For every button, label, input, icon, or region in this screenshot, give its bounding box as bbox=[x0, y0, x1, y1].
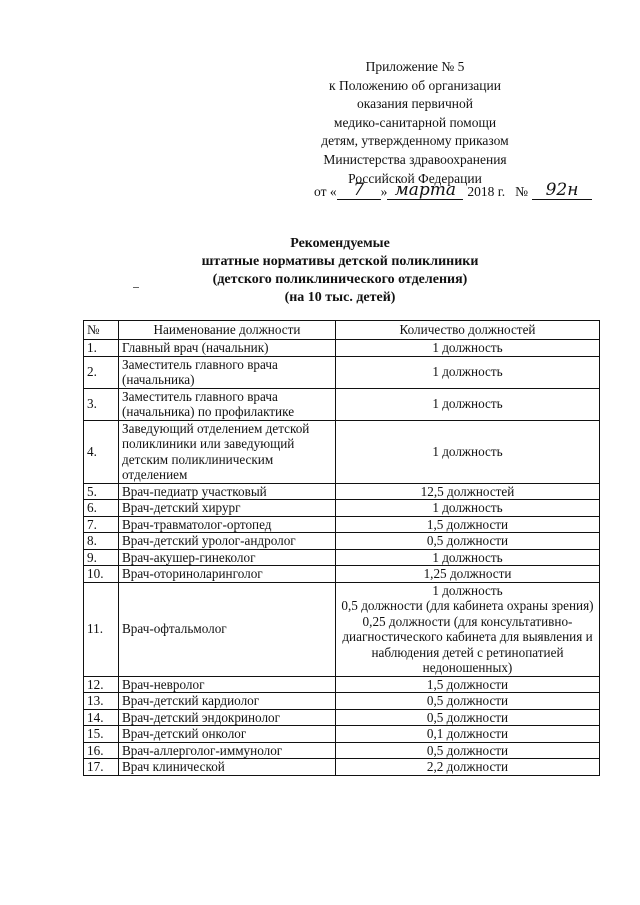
row-quantity: 1 должность bbox=[336, 420, 600, 483]
row-position: Врач-невролог bbox=[119, 676, 336, 693]
row-number: 1. bbox=[84, 340, 119, 357]
row-position: Заместитель главного врача (начальника) по профилактике bbox=[119, 388, 336, 420]
order-prefix: от « bbox=[314, 184, 337, 199]
row-number: 2. bbox=[84, 356, 119, 388]
order-month-handwritten: марта bbox=[387, 182, 463, 200]
row-quantity: 0,1 должности bbox=[336, 726, 600, 743]
row-position: Врач-травматолог-ортопед bbox=[119, 516, 336, 533]
row-position: Врач-детский кардиолог bbox=[119, 693, 336, 710]
header-quantity: Количество должностей bbox=[336, 321, 600, 340]
row-number: 16. bbox=[84, 742, 119, 759]
appendix-header bbox=[300, 58, 530, 188]
table-row bbox=[84, 759, 600, 776]
row-number: 14. bbox=[84, 709, 119, 726]
scan-mark bbox=[133, 287, 139, 288]
row-quantity: 1,5 должности bbox=[336, 516, 600, 533]
appendix-line: Министерства здравоохранения bbox=[323, 151, 507, 167]
row-position: Врач-детский онколог bbox=[119, 726, 336, 743]
header-position: Наименование должности bbox=[119, 321, 336, 340]
row-number: 12. bbox=[84, 676, 119, 693]
row-number: 11. bbox=[84, 582, 119, 676]
title-line: Рекомендуемые bbox=[290, 236, 390, 251]
row-position: Врач-педиатр участковый bbox=[119, 483, 336, 500]
row-quantity: 0,5 должности bbox=[336, 709, 600, 726]
table-row bbox=[84, 356, 600, 388]
table-row bbox=[84, 549, 600, 566]
row-quantity: 1,25 должности bbox=[336, 566, 600, 583]
row-quantity: 0,5 должности bbox=[336, 533, 600, 550]
table-row bbox=[84, 533, 600, 550]
row-position: Врач-оториноларинголог bbox=[119, 566, 336, 583]
row-position: Врач клинической bbox=[119, 759, 336, 776]
row-quantity: 1 должность bbox=[336, 388, 600, 420]
row-position: Врач-аллерголог-иммунолог bbox=[119, 742, 336, 759]
header-number: № bbox=[84, 321, 119, 340]
appendix-line: к Положению об организации bbox=[329, 77, 501, 93]
row-quantity: 1,5 должности bbox=[336, 676, 600, 693]
row-number: 5. bbox=[84, 483, 119, 500]
table-row bbox=[84, 388, 600, 420]
title-line: штатные нормативы детской поликлиники bbox=[201, 254, 479, 269]
table-row bbox=[84, 420, 600, 483]
table-row bbox=[84, 500, 600, 517]
order-day-handwritten: 7 bbox=[337, 182, 381, 200]
row-position: Заместитель главного врача (начальника) bbox=[119, 356, 336, 388]
table-row bbox=[84, 582, 600, 676]
order-year: 2018 г. bbox=[467, 184, 506, 199]
row-number: 15. bbox=[84, 726, 119, 743]
row-number: 6. bbox=[84, 500, 119, 517]
appendix-line: Российской Федерации bbox=[348, 170, 482, 186]
row-quantity: 1 должность bbox=[336, 356, 600, 388]
appendix-line: оказания первичной bbox=[356, 96, 473, 112]
row-number: 8. bbox=[84, 533, 119, 550]
row-quantity: 1 должность bbox=[336, 500, 600, 517]
title-line: (детского поликлинического отделения) bbox=[212, 272, 468, 287]
row-number: 7. bbox=[84, 516, 119, 533]
row-position: Врач-детский уролог-андролог bbox=[119, 533, 336, 550]
row-number: 10. bbox=[84, 566, 119, 583]
order-number-label: № bbox=[515, 184, 529, 199]
row-number: 17. bbox=[84, 759, 119, 776]
row-position: Врач-детский хирург bbox=[119, 500, 336, 517]
row-quantity: 1 должность bbox=[336, 340, 600, 357]
table-row bbox=[84, 676, 600, 693]
table-row bbox=[84, 566, 600, 583]
row-position: Врач-офтальмолог bbox=[119, 582, 336, 676]
row-quantity: 1 должность bbox=[336, 549, 600, 566]
row-quantity: 0,5 должности bbox=[336, 693, 600, 710]
table-row bbox=[84, 709, 600, 726]
title-line: (на 10 тыс. детей) bbox=[284, 290, 396, 305]
row-position: Врач-акушер-гинеколог bbox=[119, 549, 336, 566]
appendix-line: медико-санитарной помощи bbox=[333, 114, 497, 130]
row-quantity: 12,5 должностей bbox=[336, 483, 600, 500]
staffing-table bbox=[83, 320, 600, 776]
table-row bbox=[84, 340, 600, 357]
document-title bbox=[120, 235, 560, 307]
row-position: Врач-детский эндокринолог bbox=[119, 709, 336, 726]
row-position: Главный врач (начальник) bbox=[119, 340, 336, 357]
table-row bbox=[84, 726, 600, 743]
order-sep: » bbox=[380, 184, 388, 199]
order-number-handwritten: 92н bbox=[532, 182, 592, 200]
appendix-line: детям, утвержденному приказом bbox=[321, 133, 509, 149]
table-body bbox=[84, 340, 600, 776]
row-number: 9. bbox=[84, 549, 119, 566]
table-row bbox=[84, 742, 600, 759]
row-number: 13. bbox=[84, 693, 119, 710]
row-quantity: 0,5 должности bbox=[336, 742, 600, 759]
table-row bbox=[84, 693, 600, 710]
table-row bbox=[84, 516, 600, 533]
table-row bbox=[84, 483, 600, 500]
appendix-line: Приложение № 5 bbox=[365, 59, 465, 74]
order-line bbox=[314, 182, 592, 200]
row-number: 4. bbox=[84, 420, 119, 483]
row-number: 3. bbox=[84, 388, 119, 420]
row-quantity: 1 должность 0,5 должности (для кабинета охраны зрения) 0,25 должности (для консультативно-диагностического кабинета для выявления и наблюдения детей с ретинопатией недоношенных) bbox=[336, 582, 600, 676]
row-quantity: 2,2 должности bbox=[336, 759, 600, 776]
table-header-row bbox=[84, 321, 600, 340]
row-position: Заведующий отделением детской поликлиники или заведующий детским поликлиническим отделением bbox=[119, 420, 336, 483]
